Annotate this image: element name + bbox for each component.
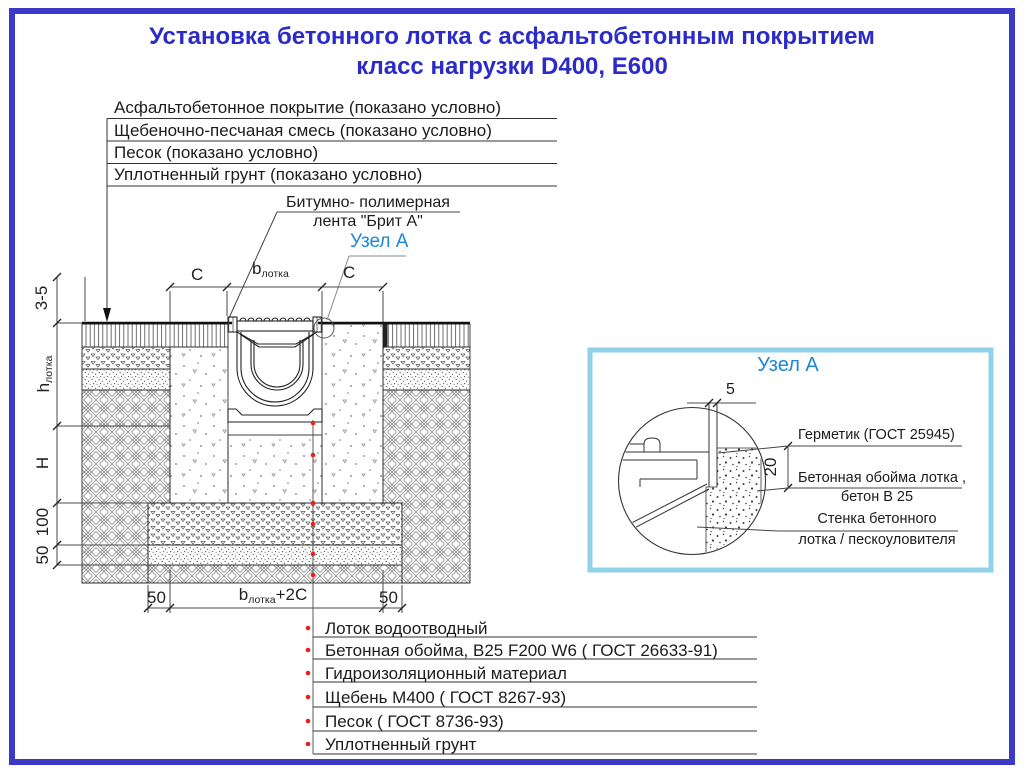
dim-50-left-axis: 50 bbox=[33, 545, 52, 565]
detail-label-casing-line1: Бетонная обойма лотка , bbox=[798, 470, 966, 486]
crushed-stone-base bbox=[148, 503, 402, 545]
detail-dim-5-label: 5 bbox=[726, 381, 735, 398]
callout-asphalt-coating: Асфальтобетонное покрытие (показано условно) bbox=[114, 98, 502, 117]
callout-compacted-soil: Уплотненный грунт (показано условно) bbox=[114, 165, 423, 184]
leader-arrowhead bbox=[103, 308, 111, 322]
gravel-sand-mix-left bbox=[82, 347, 170, 369]
dim-b-lotka: $b_{лотка}$ bbox=[252, 259, 289, 280]
detail-a-leader bbox=[327, 256, 406, 320]
dim-H: H bbox=[33, 456, 52, 470]
edge-rail-left bbox=[228, 317, 237, 332]
legend-item-crushed-stone: Щебень М400 ( ГОСТ 8267-93) bbox=[325, 688, 567, 707]
dim-c-right: C bbox=[343, 263, 356, 282]
dim-top bbox=[166, 283, 387, 322]
legend-item-channel: Лоток водоотводный bbox=[325, 619, 488, 638]
bitumen-tape-label-line1: Битумно- полимерная bbox=[286, 194, 450, 211]
cross-section-layers bbox=[82, 323, 470, 583]
detail-label-wall-line1: Стенка бетонного bbox=[817, 511, 937, 527]
dim-bottom-b-plus-2c: $b_{лотка}+2C$ bbox=[238, 585, 308, 606]
legend-item-soil: Уплотненный грунт bbox=[325, 735, 477, 754]
page-title-line2: класс нагрузки D400, E600 bbox=[356, 53, 668, 80]
grate-bar bbox=[237, 321, 313, 331]
channel-shoulder bbox=[237, 332, 317, 344]
detail-box-title: Узел А bbox=[757, 354, 819, 376]
sand-layer-right bbox=[383, 369, 470, 390]
detail-label-casing-line2: бетон В 25 bbox=[840, 489, 914, 505]
channel-base-slab bbox=[228, 409, 322, 415]
compacted-soil-bottom bbox=[148, 565, 402, 583]
asphalt-layer-left bbox=[82, 324, 228, 347]
concrete-casing-right bbox=[322, 324, 383, 503]
sand-layer-left bbox=[82, 369, 170, 390]
gravel-sand-mix-right bbox=[383, 347, 470, 369]
dim-100: 100 bbox=[33, 507, 52, 537]
legend-item-sand: Песок ( ГОСТ 8736-93) bbox=[325, 712, 504, 731]
joint-edge bbox=[383, 324, 388, 347]
concrete-casing-bottom bbox=[228, 435, 322, 503]
dim-3-5: 3-5 bbox=[32, 285, 51, 311]
sand-base bbox=[148, 545, 402, 565]
callout-sand: Песок (показано условно) bbox=[114, 143, 319, 162]
dim-c-left: C bbox=[191, 265, 204, 284]
concrete-casing-left bbox=[170, 347, 228, 503]
legend-item-waterproofing: Гидроизоляционный материал bbox=[325, 664, 567, 683]
asphalt-layer-right bbox=[383, 324, 470, 347]
detail-dim-20-label: 20 bbox=[761, 457, 780, 477]
callout-gravel-sand-mix: Щебеночно-песчаная смесь (показано условно) bbox=[114, 121, 492, 140]
bitumen-tape-label-line2: лента "Брит А" bbox=[313, 213, 423, 230]
legend-item-concrete: Бетонная обойма, B25 F200 W6 ( ГОСТ 26633-91) bbox=[325, 641, 718, 660]
dim-h-lotka: $h_{лотка}$ bbox=[34, 355, 55, 393]
dim-bottom-50-left: 50 bbox=[147, 588, 166, 607]
detail-a-reference: Узел А bbox=[350, 231, 409, 252]
drainage-channel bbox=[228, 317, 322, 422]
dim-bottom-50-right: 50 bbox=[379, 588, 398, 607]
detail-label-wall-line2: лотка / пескоуловителя bbox=[798, 532, 956, 548]
page-title-line1: Установка бетонного лотка с асфальтобетонным покрытием bbox=[149, 23, 875, 50]
detail-label-sealant: Герметик (ГОСТ 25945) bbox=[798, 427, 955, 443]
